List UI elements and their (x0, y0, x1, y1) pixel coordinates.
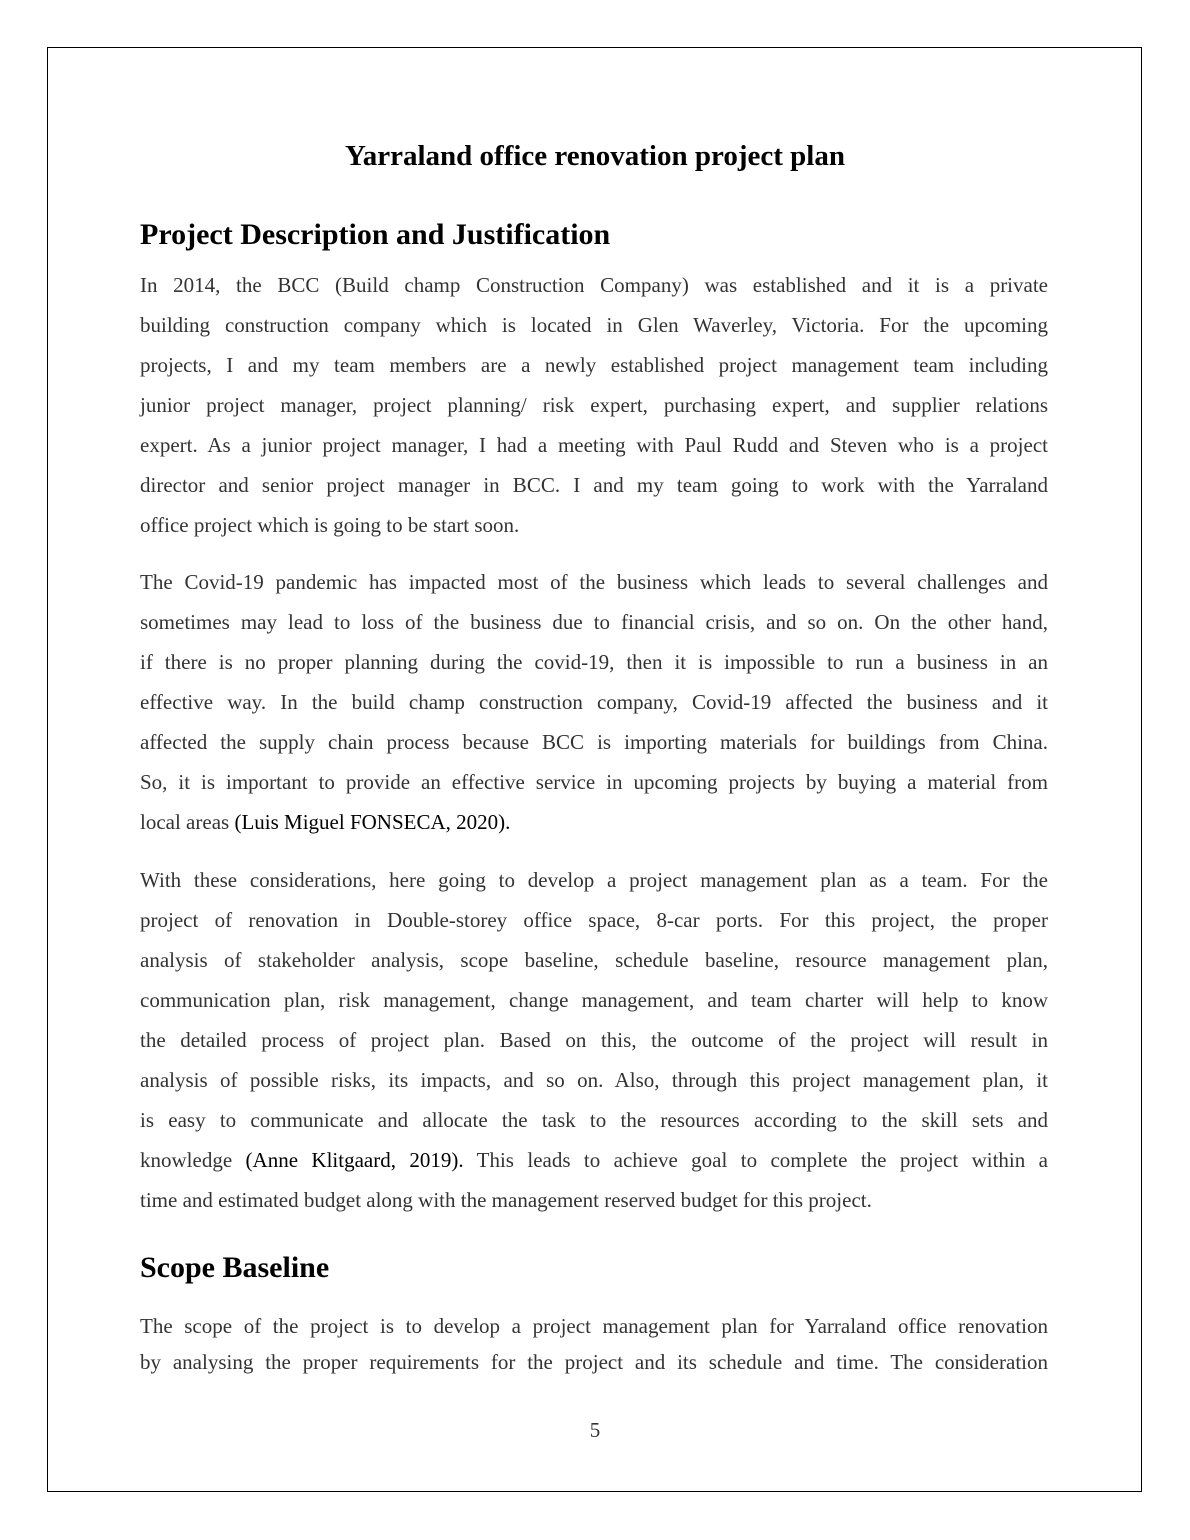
text-line: The scope of the project is to develop a project management plan for Yarraland office renovation (140, 1314, 1048, 1338)
section-heading-scope-baseline: Scope Baseline (140, 1251, 330, 1284)
text-span: local areas (140, 810, 235, 834)
text-line: sometimes may lead to loss of the business due to financial crisis, and so on. On the other hand, (140, 610, 1048, 634)
text-line: In 2014, the BCC (Build champ Construction Company) was established and it is a private (140, 273, 1048, 297)
text-line: communication plan, risk management, change management, and team charter will help to know (140, 988, 1048, 1012)
page-number: 5 (589, 1418, 601, 1442)
paragraph-4 (140, 1308, 1048, 1380)
text-line: director and senior project manager in BCC. I and my team going to work with the Yarraland (140, 473, 1048, 497)
text-span: This leads to achieve goal to complete the project within a (463, 1148, 1048, 1172)
section-heading-project-description: Project Description and Justification (140, 218, 611, 251)
text-line: analysis of possible risks, its impacts, and so on. Also, through this project management plan, it (140, 1068, 1048, 1092)
citation: (Luis Miguel FONSECA, 2020). (234, 810, 511, 834)
text-line: junior project manager, project planning/ risk expert, purchasing expert, and supplier relations (140, 393, 1048, 417)
text-line: if there is no proper planning during the covid-19, then it is impossible to run a business in an (140, 650, 1048, 674)
text-line: time and estimated budget along with the management reserved budget for this project. (140, 1188, 872, 1212)
text-line: analysis of stakeholder analysis, scope baseline, schedule baseline, resource management plan, (140, 948, 1048, 972)
text-line: With these considerations, here going to develop a project management plan as a team. For the (140, 868, 1048, 892)
text-line (140, 1140, 1048, 1180)
document-title: Yarraland office renovation project plan (345, 140, 845, 172)
text-line: So, it is important to provide an effective service in upcoming projects by buying a material from (140, 770, 1048, 794)
text-line: project of renovation in Double-storey office space, 8-car ports. For this project, the proper (140, 908, 1048, 932)
text-line: office project which is going to be start soon. (140, 513, 520, 537)
text-line: projects, I and my team members are a newly established project management team including (140, 353, 1048, 377)
text-line: building construction company which is located in Glen Waverley, Victoria. For the upcoming (140, 313, 1048, 337)
text-line: effective way. In the build champ construction company, Covid-19 affected the business and it (140, 690, 1048, 714)
citation: (Anne Klitgaard, 2019). (245, 1148, 464, 1172)
text-line: by analysing the proper requirements for the project and its schedule and time. The consideration (140, 1350, 1048, 1374)
text-line: expert. As a junior project manager, I had a meeting with Paul Rudd and Steven who is a project (140, 433, 1048, 457)
paragraph-1 (140, 265, 1048, 545)
text-span: knowledge (140, 1148, 246, 1172)
paragraph-2 (140, 562, 1048, 842)
text-line: is easy to communicate and allocate the task to the resources according to the skill sets and (140, 1108, 1048, 1132)
text-line: the detailed process of project plan. Based on this, the outcome of the project will result in (140, 1028, 1048, 1052)
text-line: The Covid-19 pandemic has impacted most of the business which leads to several challenges and (140, 570, 1048, 594)
text-line (140, 802, 1048, 842)
text-line: affected the supply chain process because BCC is importing materials for buildings from China. (140, 730, 1048, 754)
paragraph-3 (140, 860, 1048, 1220)
